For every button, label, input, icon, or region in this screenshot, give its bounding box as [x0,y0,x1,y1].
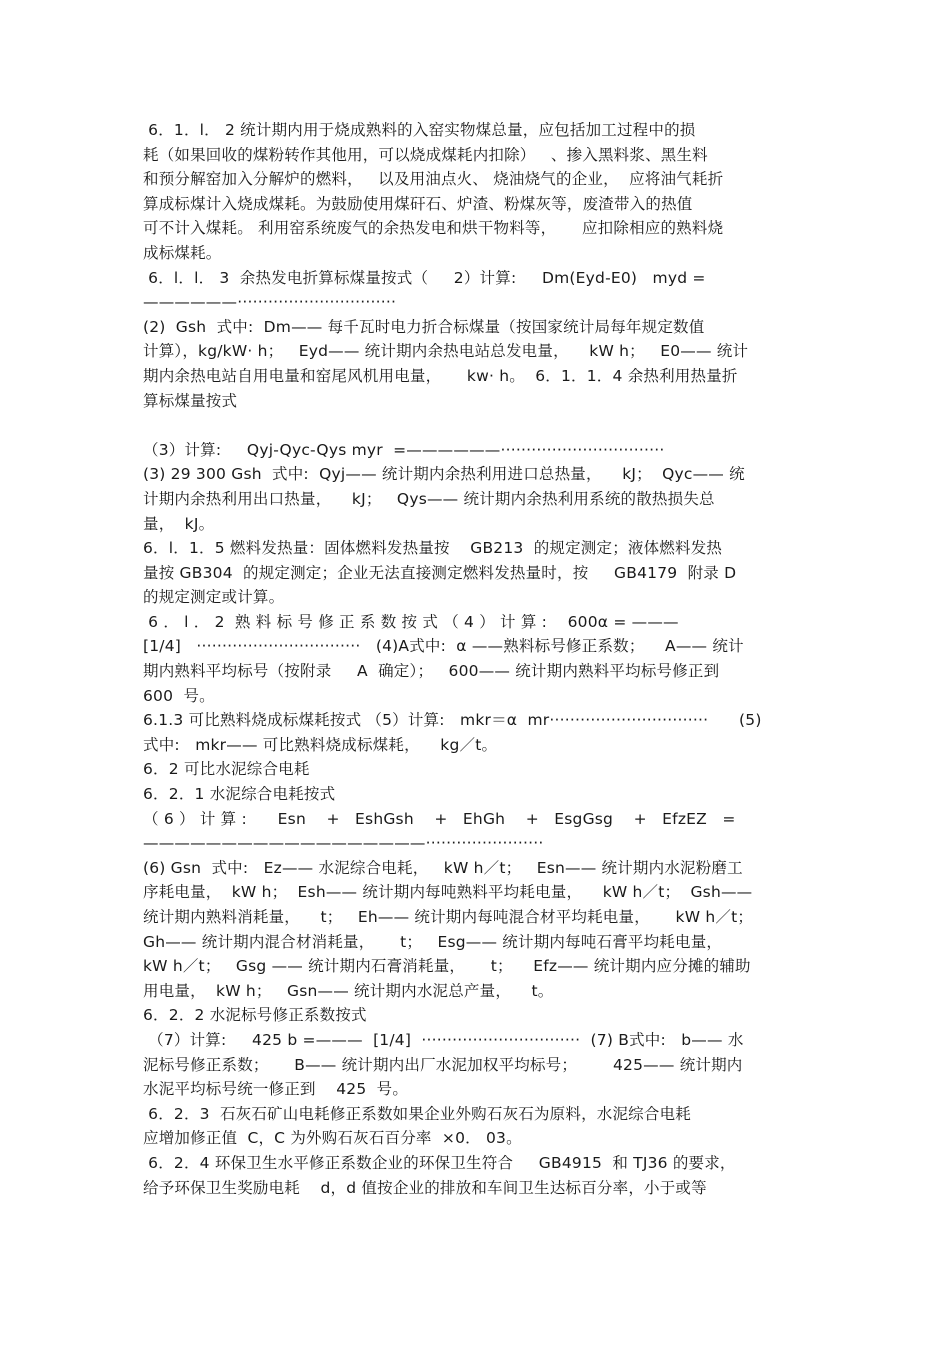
text-line: 量， kJ。 [143,514,215,533]
text-line: (6) Gsn 式中: Ez—— 水泥综合电耗， kW h／t； Esn—— 统计期内水泥粉磨工 [143,858,743,877]
text-line: 6．2．4 环保卫生水平修正系数企业的环保卫生符合 GB4915 和 TJ36 的要求， [143,1153,736,1172]
text-line: 6．2 可比水泥综合电耗 [143,760,310,779]
text-line: 水泥平均标号统一修正到 425 号。 [143,1080,409,1099]
text-line: 6．2．2 水泥标号修正系数按式 [143,1006,367,1025]
text-line: 6．2．3 石灰石矿山电耗修正系数如果企业外购石灰石为原料，水泥综合电耗 [143,1104,691,1123]
text-line: 和预分解窑加入分解炉的燃料， 以及用油点火、 烧油烧气的企业， 应将油气耗折 [143,170,724,189]
text-line: 用电量， kW h； Gsn—— 统计期内水泥总产量， t。 [143,981,554,1000]
text-line: ——————————————————······················· [143,834,544,853]
text-line: 应增加修正值 C，C 为外购石灰石百分率 ×0． 03。 [143,1129,522,1148]
text-line: 给予环保卫生奖励电耗 d，d 值按企业的排放和车间卫生达标百分率，小于或等 [143,1178,707,1197]
text-line: 泥标号修正系数； B—— 统计期内出厂水泥加权平均标号； 425—— 统计期内 [143,1055,743,1074]
text-line: 统计期内熟料消耗量， t； Eh—— 统计期内每吨混合材平均耗电量， kW h／t； [143,908,754,926]
text-line: 6．l．1．5 燃料发热量：固体燃料发热量按 GB213 的规定测定；液体燃料发热 [143,539,723,558]
text-line: 6.1.3 可比熟料烧成标煤耗按式 （5）计算: mkr＝α mr······························· (5) [143,711,762,730]
text-line: 计算），kg/kW· h； Eyd—— 统计期内余热电站总发电量， kW h； E0—— 统计 [143,342,749,361]
text-line: kW h／t； Gsg —— 统计期内石膏消耗量， t； Efz—— 统计期内应分摊的辅助 [143,957,751,976]
text-line: （ 6 ） 计 算 : Esn + EshGsh + EhGh + EsgGsg + EfzEZ = [143,809,736,828]
text-line: 序耗电量， kW h； Esh—— 统计期内每吨熟料平均耗电量， kW h／t； Gsh—— [143,883,753,902]
text-line: 600 号。 [143,686,215,705]
text-line: 耗（如果回收的煤粉转作其他用，可以烧成煤耗内扣除） 、掺入黑料浆、黑生料 [143,145,708,164]
text-line: 算成标煤计入烧成煤耗。为鼓励使用煤矸石、炉渣、粉煤灰等，废渣带入的热值 [143,194,693,213]
text-line: ——————······························· [143,293,397,312]
text-line: 6．l．l． 3 余热发电折算标煤量按式（ 2）计算: Dm(Eyd-E0) myd = [143,268,706,287]
text-line: 量按 GB304 的规定测定；企业无法直接测定燃料发热量时，按 GB4179 附录 D [143,563,737,582]
text-line [143,413,823,438]
text-line: 6．2．1 水泥综合电耗按式 [143,785,336,804]
text-line: (2) Gsh 式中: Dm—— 每千瓦时电力折合标煤量（按国家统计局每年规定数值 [143,317,705,336]
text-line: [1/4] ································ (4)A式中: α ——熟料标号修正系数； A—— 统计 [143,637,744,656]
text-line: 成标煤耗。 [143,243,222,262]
text-line: 6 ． l ． 2 熟 料 标 号 修 正 系 数 按 式 （ 4 ） 计 算 : 600α = ——— [143,612,679,631]
text-line: 6．1．l． 2 统计期内用于烧成熟料的入窑实物煤总量，应包括加工过程中的损 [143,121,696,139]
text-line: 计期内余热利用出口热量， kJ； Qys—— 统计期内余热利用系统的散热损失总 [143,489,715,508]
text-line: （7）计算: 425 b =——— [1/4] ······························· (7) B式中: b—— 水 [143,1030,744,1049]
text-line: 式中: mkr—— 可比熟料烧成标煤耗， kg／t。 [143,735,498,754]
text-line: （3）计算: Qyj-Qyc-Qys myr =——————································ [143,440,665,459]
text-line: Gh—— 统计期内混合材消耗量， t； Esg—— 统计期内每吨石膏平均耗电量， [143,932,723,951]
text-line: 的规定测定或计算。 [143,588,285,607]
text-line: 算标煤量按式 [143,391,238,410]
text-line: 可不计入煤耗。 利用窑系统废气的余热发电和烘干物料等， 应扣除相应的熟料烧 [143,219,724,238]
text-line: 期内熟料平均标号（按附录 A 确定）； 600—— 统计期内熟料平均标号修正到 [143,662,720,681]
document-body [143,118,823,1200]
text-line: (3) 29 300 Gsh 式中: Qyj—— 统计期内余热利用进口总热量， kJ； Qyc—— 统 [143,465,745,484]
text-line: 期内余热电站自用电量和窑尾风机用电量， kw· h。 6．1．1．4 余热利用热量折 [143,366,738,385]
